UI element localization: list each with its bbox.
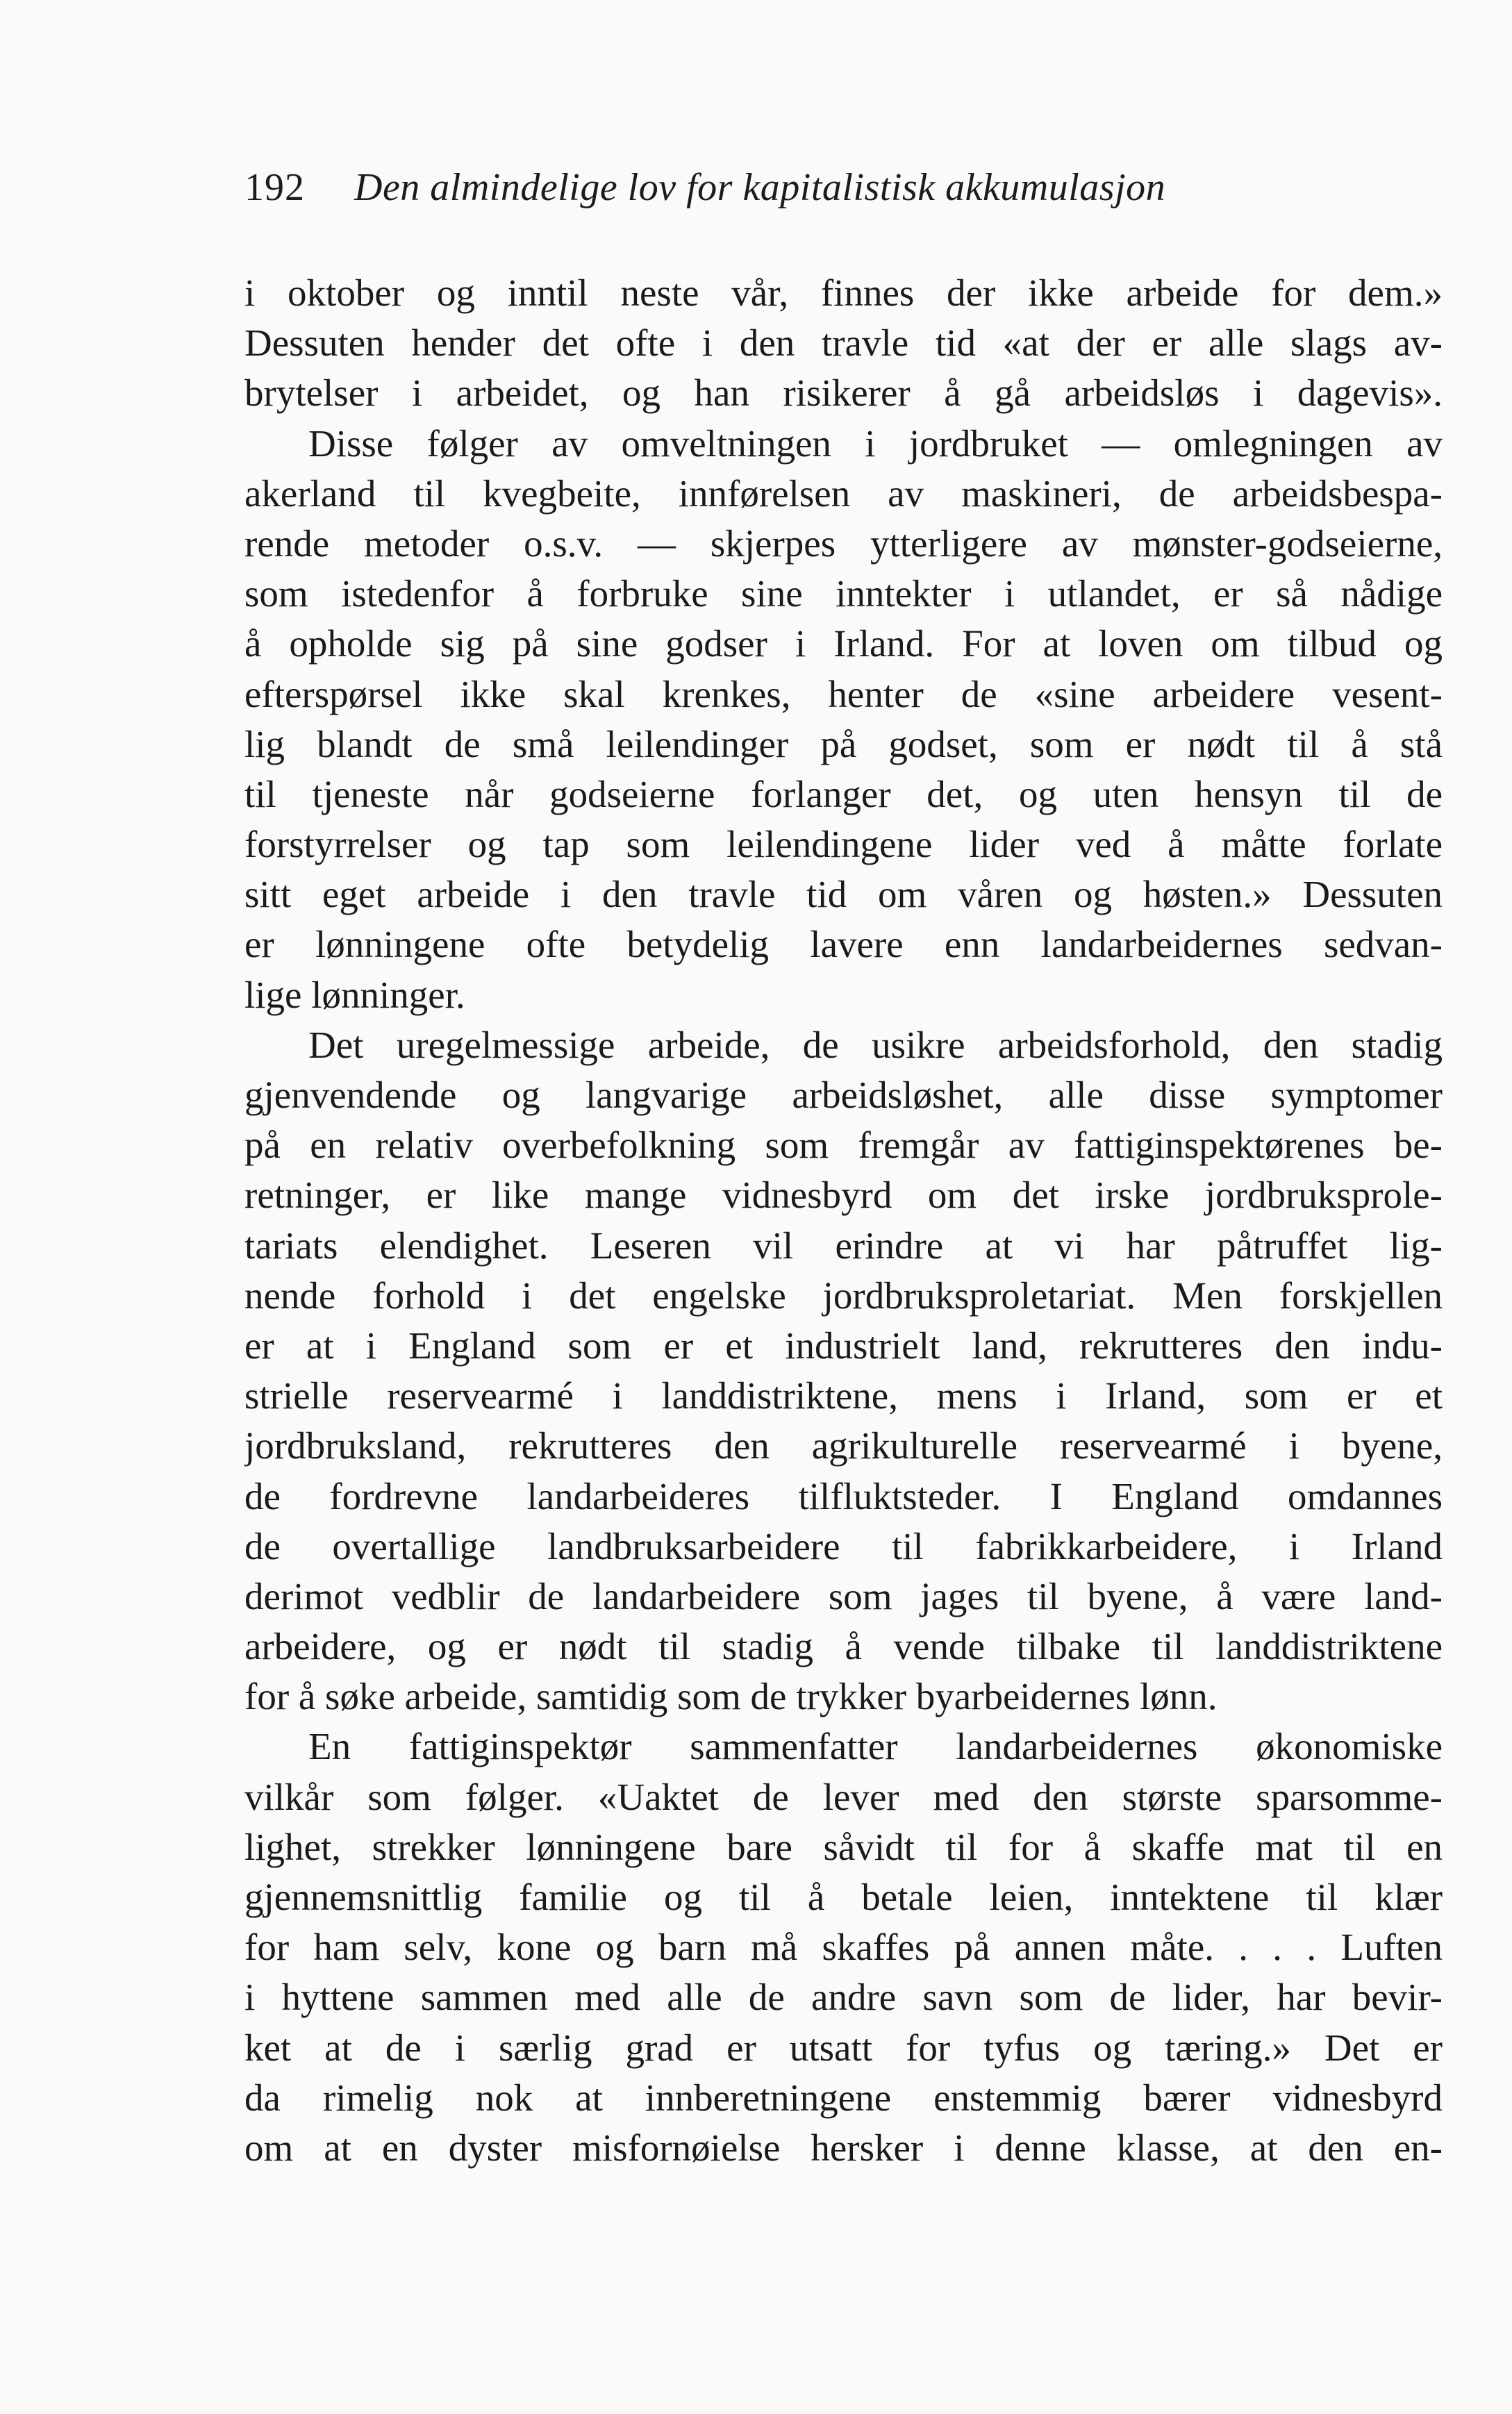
text-line: forstyrrelser og tap som leilendingene lider ved å måtte forlate xyxy=(244,823,1443,866)
text-line: i oktober og inntil neste vår, finnes der ikke arbeide for dem.» xyxy=(244,272,1443,314)
text-line: nende forhold i det engelske jordbruksproletariat. Men forskjellen xyxy=(244,1274,1443,1317)
text-line: retninger, er like mange vidnesbyrd om det irske jordbruksprole- xyxy=(244,1174,1443,1217)
text-line: da rimelig nok at innberetningene enstemmig bærer vidnesbyrd xyxy=(244,2076,1443,2119)
body-text xyxy=(244,268,1443,2173)
text-line: akerland til kvegbeite, innførelsen av maskineri, de arbeidsbespa- xyxy=(244,472,1443,515)
paragraph-start-line: En fattiginspektør sammenfatter landarbeidernes økonomiske xyxy=(308,1725,1443,1768)
paragraph-start-line: Det uregelmessige arbeide, de usikre arbeidsforhold, den stadig xyxy=(308,1023,1443,1066)
text-line: rende metoder o.s.v. — skjerpes ytterligere av mønster-godseierne, xyxy=(244,522,1443,565)
text-line: de fordrevne landarbeideres tilfluktsteder. I England omdannes xyxy=(244,1474,1443,1517)
paragraph-end-line: lige lønninger. xyxy=(244,973,465,1016)
text-line: gjenvendende og langvarige arbeidsløshet, alle disse symptomer xyxy=(244,1074,1443,1116)
running-title: Den almindelige lov for kapitalistisk akkumulasjon xyxy=(354,166,1166,209)
text-line: brytelser i arbeidet, og han risikerer å gå arbeidsløs i dagevis». xyxy=(244,372,1443,415)
text-line: jordbruksland, rekrutteres den agrikulturelle reservearmé i byene, xyxy=(244,1424,1443,1467)
text-line: efterspørsel ikke skal krenkes, henter de «sine arbeidere vesent- xyxy=(244,672,1443,715)
text-line: for ham selv, kone og barn må skaffes på annen måte. . . . Luften xyxy=(244,1926,1443,1969)
text-line: er lønningene ofte betydelig lavere enn landarbeidernes sedvan- xyxy=(244,923,1443,966)
text-line: som istedenfor å forbruke sine inntekter i utlandet, er så nådige xyxy=(244,572,1443,615)
page-number: 192 xyxy=(244,166,305,209)
text-line: ket at de i særlig grad er utsatt for tyfus og tæring.» Det er xyxy=(244,2026,1443,2069)
text-line: å opholde sig på sine godser i Irland. For at loven om tilbud og xyxy=(244,622,1443,665)
text-line: lighet, strekker lønningene bare såvidt til for å skaffe mat til en xyxy=(244,1825,1443,1868)
text-line: er at i England som er et industrielt land, rekrutteres den indu- xyxy=(244,1324,1443,1367)
text-line: tariats elendighet. Leseren vil erindre at vi har påtruffet lig- xyxy=(244,1224,1443,1267)
text-line: strielle reservearmé i landdistriktene, mens i Irland, som er et xyxy=(244,1374,1443,1417)
text-line: på en relativ overbefolkning som fremgår av fattiginspektørenes be- xyxy=(244,1124,1443,1167)
text-line: til tjeneste når godseierne forlanger det, og uten hensyn til de xyxy=(244,772,1443,815)
text-line: gjennemsnittlig familie og til å betale leien, inntektene til klær xyxy=(244,1876,1443,1918)
text-line: i hyttene sammen med alle de andre savn som de lider, har bevir- xyxy=(244,1976,1443,2019)
text-line: arbeidere, og er nødt til stadig å vende tilbake til landdistriktene xyxy=(244,1625,1443,1668)
text-line: lig blandt de små leilendinger på godset, som er nødt til å stå xyxy=(244,722,1443,765)
paragraph-start-line: Disse følger av omveltningen i jordbruket — omlegningen av xyxy=(308,422,1443,465)
text-line: Dessuten hender det ofte i den travle tid «at der er alle slags av- xyxy=(244,322,1443,365)
paragraph-end-line: for å søke arbeide, samtidig som de trykker byarbeidernes lønn. xyxy=(244,1675,1218,1718)
text-line: sitt eget arbeide i den travle tid om våren og høsten.» Dessuten xyxy=(244,873,1443,916)
text-line: derimot vedblir de landarbeidere som jages til byene, å være land- xyxy=(244,1574,1443,1617)
text-line: vilkår som følger. «Uaktet de lever med den største sparsomme- xyxy=(244,1775,1443,1818)
page-header xyxy=(244,165,1460,221)
text-line: om at en dyster misfornøielse hersker i denne klasse, at den en- xyxy=(244,2126,1443,2169)
text-line: de overtallige landbruksarbeidere til fabrikkarbeidere, i Irland xyxy=(244,1524,1443,1567)
